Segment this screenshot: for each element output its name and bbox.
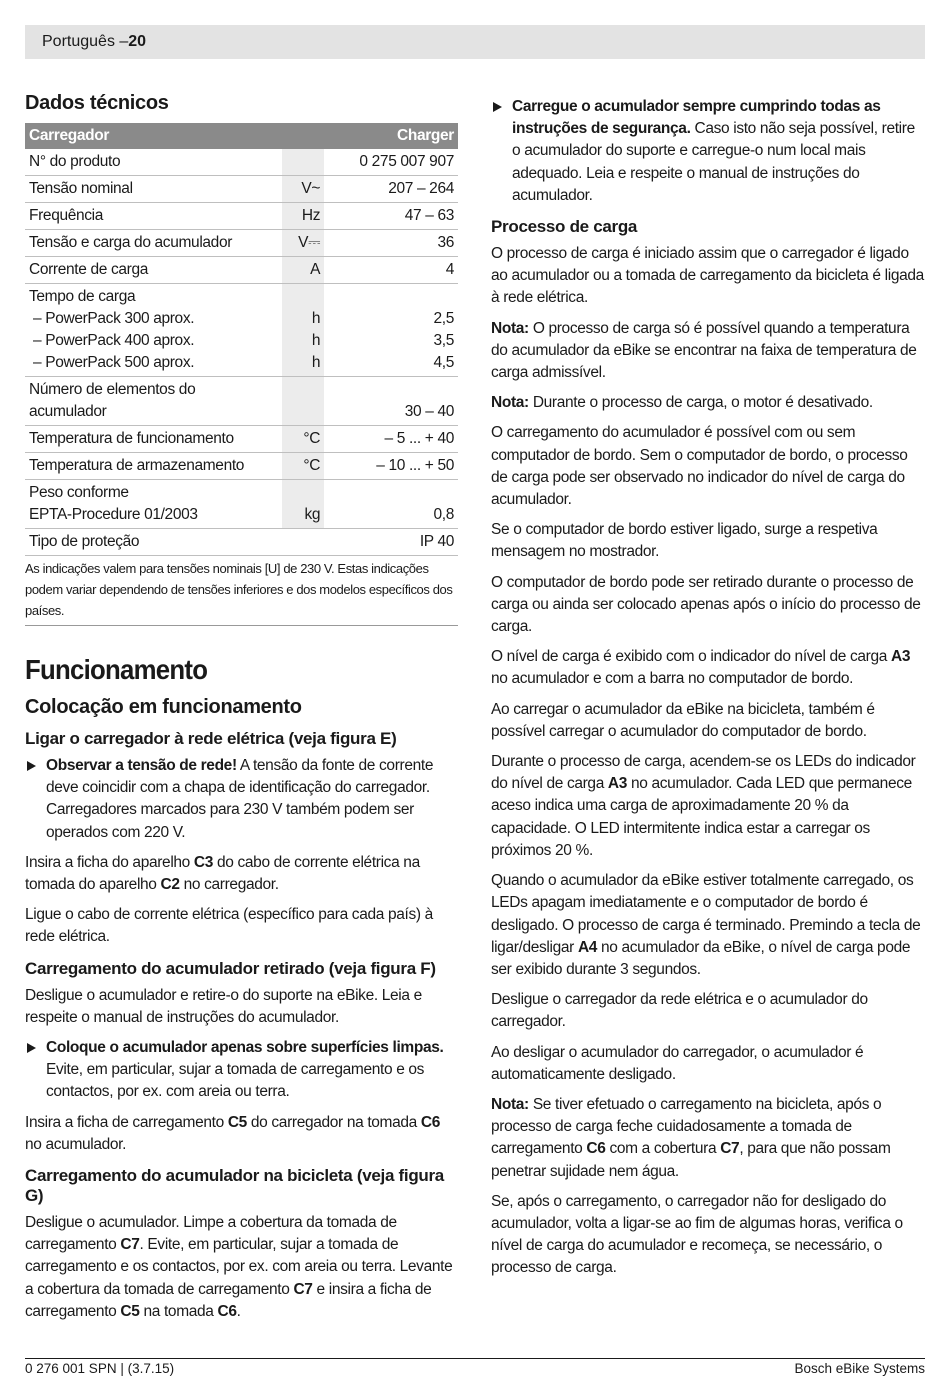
ref: C5: [227, 1113, 247, 1131]
text: O nível de carga é exibido com o indicador do nível de carga: [491, 648, 891, 666]
ref: A3: [607, 775, 628, 793]
paragraph: Ao desligar o acumulador do carregador, o acumulador é automaticamente desligado.: [491, 1043, 864, 1083]
ref: A4: [577, 938, 598, 956]
row-value: 4: [324, 257, 458, 284]
text: Durante o processo de carga, acendem-se os LEDs do indicador do nível de carga: [491, 753, 916, 793]
text: .: [236, 1302, 241, 1320]
table-row: [25, 230, 458, 257]
table-row: [25, 377, 458, 426]
charge-time-label: Tempo de carga: [29, 288, 136, 305]
removed-title: Carregamento do acumulador retirado (veja figura F): [25, 958, 436, 978]
row-label: Tensão nominal: [25, 176, 282, 203]
header-language: Português –: [42, 33, 129, 50]
row-value: 30 – 40: [324, 377, 458, 426]
ref: C2: [160, 876, 180, 894]
note-paragraph: [491, 392, 925, 414]
paragraph: [491, 646, 925, 690]
weight-label: [25, 480, 282, 529]
bullet-bold: Observar a tensão de rede!: [46, 757, 237, 774]
note-text: Durante o processo de carga, o motor é desativado.: [528, 394, 873, 412]
ref: A3: [890, 648, 911, 666]
row-unit: kg: [282, 480, 325, 529]
row-label: Tensão e carga do acumulador: [25, 230, 282, 257]
note-label: Nota:: [491, 394, 529, 412]
clean-surface-bullet: [25, 1037, 458, 1104]
row-unit: V⎓: [282, 230, 325, 257]
footer-brand: Bosch eBike Systems: [794, 1361, 925, 1376]
row-value: 36: [324, 230, 458, 257]
table-footnote: As indicações valem para tensões nominais [U] de 230 V. Estas indicações podem variar dependendo de tensões inferiores e dos modelos específicos dos países.: [25, 556, 458, 626]
text: Insira a ficha do aparelho: [25, 853, 194, 871]
row-label: Tipo de proteção: [25, 529, 282, 556]
row-value: 47 – 63: [324, 203, 458, 230]
row-value: IP 40: [324, 529, 458, 556]
text: do carregador na tomada: [246, 1113, 421, 1131]
row-unit-empty: [282, 529, 325, 556]
row-label: N° do produto: [25, 149, 282, 176]
text: no acumulador da eBike, o nível de carga pode ser exibido durante 3 segundos.: [491, 938, 911, 978]
bullet-text: Evite, em particular, sujar a tomada de carregamento e os contactos, por ex. com areia ou terra.: [46, 1061, 425, 1101]
table-row: [25, 203, 458, 230]
text: e insira a ficha de carregamento: [25, 1280, 432, 1320]
text: do cabo de corrente elétrica na tomada do aparelho: [25, 853, 420, 894]
table-row: [25, 453, 458, 480]
text: Se tiver efetuado o carregamento na bicicleta, após o processo de carga feche cuidadosamente a tomada de carregamento: [491, 1095, 882, 1158]
row-value: 207 – 264: [324, 176, 458, 203]
footer-doc-id: 0 276 001 SPN | (3.7.15): [25, 1361, 175, 1376]
right-column: [491, 96, 925, 1288]
connect-title: Ligar o carregador à rede elétrica (veja figura E): [25, 729, 397, 748]
paragraph: [491, 751, 925, 862]
removed-insert-text: [25, 1112, 458, 1156]
paragraph: O computador de bordo pode ser retirado durante o processo de carga ou ainda ser colocado apenas após o início do processo de carga.: [491, 573, 921, 636]
text: Quando o acumulador da eBike estiver totalmente carregado, os LEDs apagam imediatamente e o computador de bordo é desligado. O processo de carga é terminado. Premindo a tecla de ligar/desligar: [491, 872, 921, 956]
note-paragraph: [491, 1094, 925, 1183]
row-value: – 5 ... + 40: [324, 426, 458, 453]
page-number: 20: [128, 33, 147, 50]
table-row: [25, 480, 458, 529]
paragraph: [491, 870, 925, 981]
startup-title: Colocação em funcionamento: [25, 696, 302, 718]
text: no carregador.: [179, 876, 279, 894]
cells-label: [25, 377, 282, 426]
paragraph: Ao carregar o acumulador da eBike na bicicleta, também é possível carregar o acumulador do computador de bordo.: [491, 700, 875, 740]
text: no acumulador. Cada LED que permanece aceso indica uma carga de aproximadamente 20 % da capacidade. O LED intermitente indica estar a carregar os próximos 20 %.: [491, 775, 912, 859]
table-row: [25, 257, 458, 284]
ref: C7: [293, 1280, 313, 1298]
table-header-left: Carregador: [25, 123, 324, 149]
paragraph: Se, após o carregamento, o carregador não for desligado do acumulador, volta a ligar-se ao fim de algumas horas, verifica o nível de carga do acumulador e recomeça, se necessário, o processo de carga.: [491, 1192, 903, 1277]
paragraph: O carregamento do acumulador é possível com ou sem computador de bordo. Sem o computador de bordo, o processo de carga pode ser observado no indicador do nível de carga do acumulador.: [491, 424, 908, 509]
bullet-bold: Coloque o acumulador apenas sobre superfícies limpas.: [46, 1039, 444, 1057]
tech-data-table: [25, 123, 458, 556]
row-unit: Hz: [282, 203, 325, 230]
note-label: Nota:: [491, 319, 529, 337]
cells-label-line2: acumulador: [29, 403, 107, 420]
row-value: – 10 ... + 50: [324, 453, 458, 480]
text: no acumulador.: [25, 1135, 127, 1153]
charge-time-values: [324, 284, 458, 377]
table-header-right: Charger: [324, 123, 458, 149]
ref: C7: [720, 1140, 740, 1158]
row-label: Frequência: [25, 203, 282, 230]
ref: C3: [193, 853, 214, 871]
paragraph: Desligue o carregador da rede elétrica e o acumulador do carregador.: [491, 991, 868, 1031]
text: Desligue o acumulador. Limpe a cobertura da tomada de carregamento: [25, 1214, 397, 1254]
note-paragraph: [491, 318, 925, 385]
text: , para que não possam penetrar sujidade nem água.: [491, 1140, 891, 1180]
charge-time-labels: [25, 284, 282, 377]
weight-label-line1: Peso conforme: [29, 484, 129, 501]
row-unit: h: [311, 332, 321, 349]
row-value: 0,8: [324, 480, 458, 529]
ref: C5: [120, 1302, 140, 1320]
powerpack-400-label: – PowerPack 400 aprox.: [33, 332, 195, 349]
ref: C6: [420, 1113, 440, 1131]
powerpack-300-label: – PowerPack 300 aprox.: [33, 310, 195, 327]
removed-text: Desligue o acumulador e retire-o do suporte na eBike. Leia e respeite o manual de instruções do acumulador.: [25, 986, 422, 1026]
table-row: [25, 176, 458, 203]
table-row: [25, 529, 458, 556]
row-value: 4,5: [433, 354, 454, 371]
table-row-charge-time: [25, 284, 458, 377]
left-column: [25, 92, 458, 1331]
page-header: [25, 25, 925, 59]
safety-bullet: [491, 96, 925, 207]
ref: C6: [217, 1302, 237, 1320]
bike-text: [25, 1212, 458, 1323]
row-unit: V~: [282, 176, 325, 203]
note-label: Nota:: [491, 1095, 529, 1113]
tech-data-title: Dados técnicos: [25, 92, 169, 114]
row-label: Temperatura de armazenamento: [25, 453, 282, 480]
text: Insira a ficha de carregamento: [25, 1113, 228, 1131]
row-label: Corrente de carga: [25, 257, 282, 284]
bullet-text: Caso isto não seja possível, retire o acumulador do suporte e carregue-o num local mais adequado. Leia e respeite o manual de instruções do acumulador.: [512, 120, 915, 204]
page-footer: [25, 1358, 925, 1376]
weight-label-line2: EPTA-Procedure 01/2003: [29, 506, 198, 523]
table-row: [25, 426, 458, 453]
ref: C6: [586, 1140, 606, 1158]
row-unit: [282, 377, 325, 426]
bullet-bold: Carregue o acumulador sempre cumprindo todas as instruções de segurança.: [512, 98, 881, 138]
text: . Evite, em particular, sujar a tomada de carregamento e os contactos, por ex. com areia ou terra. Levante a cobertura da tomada de carregamento: [25, 1236, 453, 1298]
powerpack-500-label: – PowerPack 500 aprox.: [33, 354, 195, 371]
text: com a cobertura: [605, 1140, 721, 1158]
row-value: 0 275 007 907: [324, 149, 458, 176]
cells-label-line1: Número de elementos do: [29, 381, 196, 398]
row-value: 2,5: [433, 310, 454, 327]
row-unit: °C: [282, 453, 325, 480]
charge-time-units: [282, 284, 325, 377]
paragraph: O processo de carga é iniciado assim que o carregador é ligado ao acumulador ou a tomada de carregamento da bicicleta é ligada à rede elétrica.: [491, 245, 924, 307]
note-text: O processo de carga só é possível quando a temperatura do acumulador da eBike se encontrar na faixa de temperatura de carga admissível.: [491, 319, 917, 382]
paragraph: Se o computador de bordo estiver ligado, surge a respetiva mensagem no mostrador.: [491, 521, 878, 561]
row-label: Temperatura de funcionamento: [25, 426, 282, 453]
row-unit: A: [282, 257, 325, 284]
mains-voltage-bullet: [25, 755, 458, 844]
text: na tomada: [139, 1302, 218, 1320]
bullet-text: A tensão da fonte de corrente deve coincidir com a chapa de identificação do carregador. Carregadores marcados para 230 V também podem ser operados com 220 V.: [46, 757, 434, 841]
row-unit: °C: [282, 426, 325, 453]
table-header-row: [25, 123, 458, 149]
row-unit: h: [311, 310, 321, 327]
insert-plug-text: [25, 852, 458, 896]
text: no acumulador e com a barra no computador de bordo.: [491, 670, 854, 688]
ref: C7: [120, 1236, 140, 1254]
table-row: [25, 149, 458, 176]
connect-cable-text: Ligue o cabo de corrente elétrica (específico para cada país) à rede elétrica.: [25, 906, 433, 946]
row-unit: [282, 149, 325, 176]
process-title: Processo de carga: [491, 217, 638, 237]
bike-title: Carregamento do acumulador na bicicleta (veja figura G): [25, 1166, 444, 1206]
row-value: 3,5: [433, 332, 454, 349]
row-unit: h: [311, 354, 321, 371]
operation-title: Funcionamento: [25, 654, 208, 685]
